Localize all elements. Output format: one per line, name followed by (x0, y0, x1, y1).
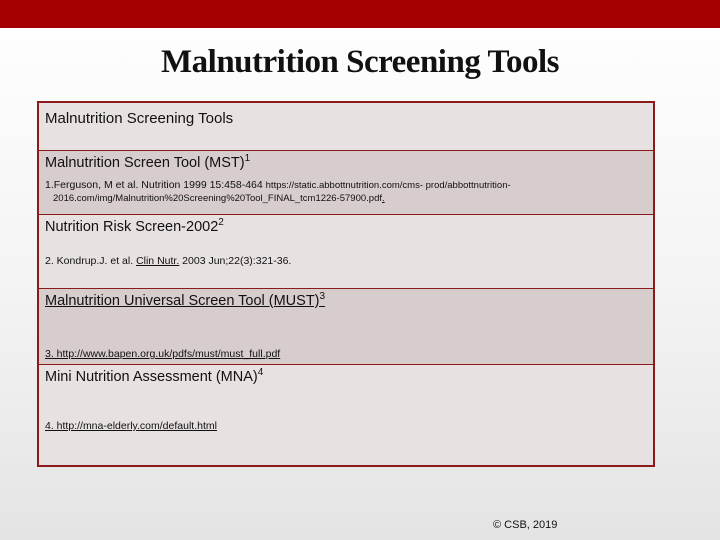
reference-url-end: . (382, 193, 385, 204)
screening-tools-table (37, 101, 655, 467)
slide-title: Malnutrition Screening Tools (161, 44, 559, 80)
table-header-row (39, 103, 653, 151)
reference-url-line-1[interactable]: https://static.abbottnutrition.com/cms- prod/abbottnutrition- (265, 180, 511, 191)
table-row-nrs (39, 215, 653, 289)
copyright-footer: © CSB, 2019 (493, 519, 558, 531)
row-title (45, 369, 647, 385)
reference-journal-link[interactable]: Clin Nutr. (136, 255, 180, 267)
reference-text-end: 2003 Jun;22(3):321-36. (182, 255, 292, 267)
row-title-sup: 3 (319, 291, 326, 303)
reference-url-text[interactable]: 2016.com/img/Malnutrition%20Screening%20Tool_FINAL_tcm1226-57900.pdf (53, 193, 382, 204)
row-title (45, 219, 647, 235)
reference-text: 1.Ferguson, M et al. Nutrition 1999 15:458-464 (45, 179, 263, 191)
row-title (45, 293, 647, 309)
row-title-sup: 1 (244, 153, 251, 165)
reference-citation (45, 179, 647, 205)
row-title-sup: 2 (218, 217, 224, 229)
table-row-mna (39, 365, 653, 465)
row-title-text: Malnutrition Universal Screen Tool (MUST) (45, 293, 320, 309)
row-title-sup: 4 (257, 367, 264, 379)
reference-link[interactable]: 3. http://www.bapen.org.uk/pdfs/must/must_full.pdf (45, 348, 281, 360)
reference-link[interactable]: 4. http://mna-elderly.com/default.html (45, 420, 217, 432)
top-accent-bar (0, 0, 720, 28)
reference-citation (45, 255, 647, 268)
reference-url-line-2[interactable] (45, 192, 647, 205)
row-title-text: Nutrition Risk Screen-2002 (45, 219, 219, 235)
row-title-text: Malnutrition Screen Tool (MST) (45, 155, 245, 171)
reference-text: 2. Kondrup.J. et al. (45, 255, 134, 267)
row-title (45, 155, 647, 171)
row-title-text: Mini Nutrition Assessment (MNA) (45, 369, 258, 385)
table-row-must (39, 289, 653, 365)
table-row-mst (39, 151, 653, 215)
table-header-label: Malnutrition Screening Tools (45, 110, 234, 127)
